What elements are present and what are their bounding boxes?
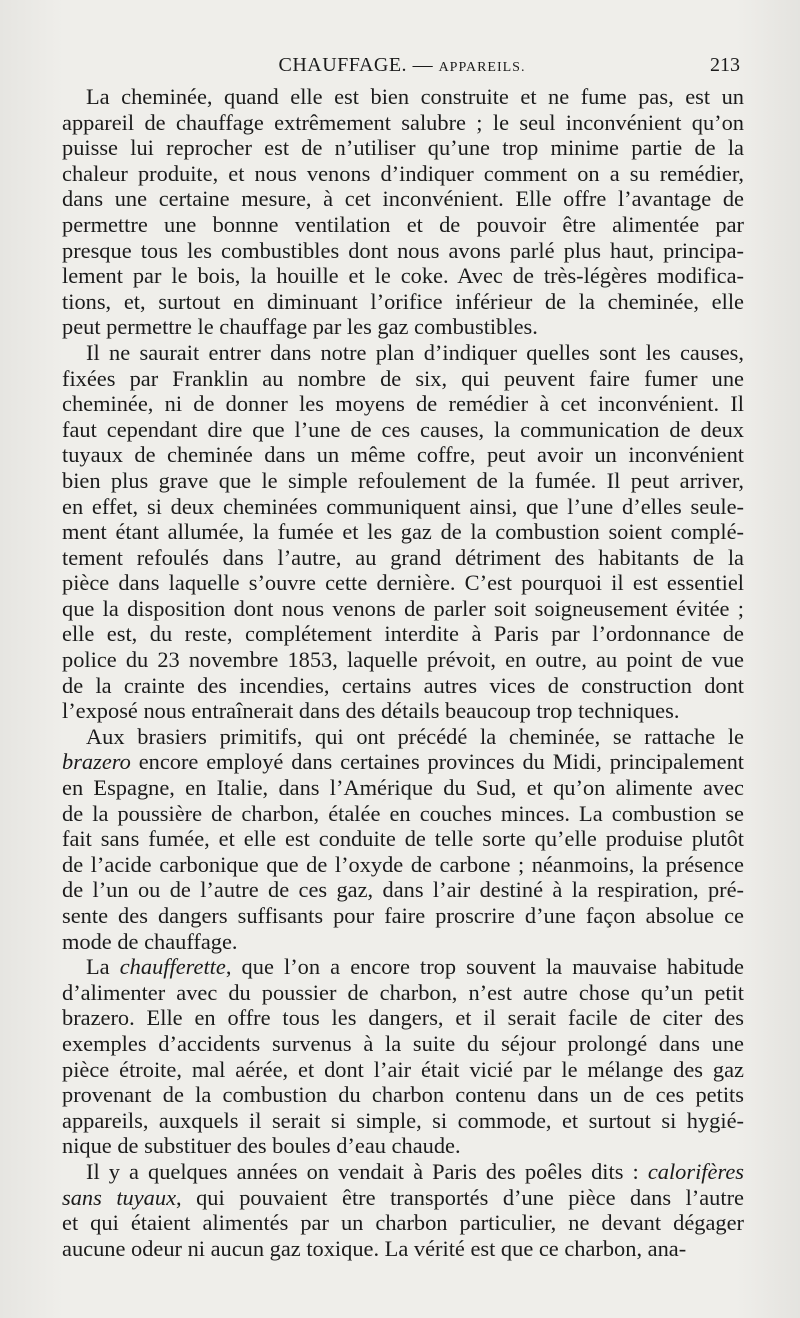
italic-term: calorifères [647,1158,744,1184]
text-segment: brazero. Elle en offre tous les dangers, et il serait facile de citer des [62,1005,744,1031]
text-segment: peut permettre le chauffage par les gaz combustibles. [62,314,538,340]
text-line [62,826,744,852]
text-segment: puisse lui reprocher est de n’utiliser qu’une trop minime partie de la [62,135,744,161]
text-segment: ment étant allumée, la fumée et les gaz de la combustion soient complé- [62,519,744,545]
text-line [62,1005,744,1031]
text-segment: de l’un ou de l’autre de ces gaz, dans l’air destiné à la respiration, pré- [62,877,744,903]
italic-term: chaufferette [119,954,226,980]
text-line [62,852,744,878]
text-segment: faut cependant dire que l’une de ces causes, la communication de deux [62,416,744,442]
text-segment: tions, et, surtout en diminuant l’orifice inférieur de la cheminée, elle [62,288,744,314]
text-segment: provenant de la combustion du charbon contenu dans un de ces petits [62,1082,744,1108]
text-line [62,903,744,929]
text-line [62,1185,744,1211]
text-line [62,391,744,417]
text-segment: police du 23 novembre 1853, laquelle prévoit, en outre, au point de vue [62,647,744,673]
running-title [62,50,742,83]
text-segment: aucune odeur ni aucun gaz toxique. La vérité est que ce charbon, ana- [62,1235,687,1261]
text-line [62,366,744,392]
text-segment: tement refoulés dans l’autre, au grand détriment des habitants de la [62,544,744,570]
text-line [62,468,744,494]
text-line [62,775,744,801]
text-segment: fixées par Franklin au nombre de six, qui peuvent faire fumer une [62,365,744,391]
text-segment: cheminée, ni de donner les moyens de remédier à cet inconvénient. Il [62,391,744,417]
running-title-main: CHAUFFAGE. [278,54,408,76]
text-segment: elle est, du reste, complétement interdite à Paris par l’ordonnance de [62,621,744,647]
text-line [62,954,744,980]
italic-term: brazero [62,749,131,775]
text-segment: Il ne saurait entrer dans notre plan d’indiquer quelles sont les causes, [86,339,744,365]
text-line [62,877,744,903]
body-text [62,84,744,1261]
text-line [62,263,744,289]
text-segment: d’alimenter avec du poussier de charbon, n’est autre chose qu’un petit [62,979,744,1005]
text-line [62,801,744,827]
text-line [62,238,744,264]
text-line [62,1133,744,1159]
text-segment: de l’acide carbonique que de l’oxyde de carbone ; néanmoins, la présence [62,851,744,877]
text-line [62,621,744,647]
text-segment: que la disposition dont nous venons de parler soit soigneusement évitée ; [62,595,744,621]
text-segment: Il y a quelques années on vendait à Paris des poêles dits : [86,1158,648,1184]
paragraph [62,1159,744,1261]
text-line [62,647,744,673]
text-line [62,314,744,340]
running-title-dash: — [407,54,439,76]
text-segment: pièce dans laquelle s’ouvre cette dernière. C’est pourquoi il est essentiel [62,570,744,596]
text-segment: , qui pouvaient être transportés d’une pièce dans l’autre [176,1184,744,1210]
text-segment: tuyaux de cheminée dans un même coffre, peut avoir un inconvénient [62,442,744,468]
text-line [62,749,744,775]
text-line [62,519,744,545]
text-segment: sente des dangers suffisants pour faire proscrire d’une façon absolue ce [62,903,744,928]
text-segment: dans une certaine mesure, à cet inconvénient. Elle offre l’avantage de [62,186,744,212]
text-segment: exemples d’accidents survenus à la suite du séjour prolongé dans une [62,1030,744,1056]
text-segment: appareils, auxquels il serait si simple, si commode, et surtout si hygié- [62,1107,744,1133]
text-segment: de la crainte des incendies, certains autres vices de construction dont [62,672,744,698]
text-line [62,212,744,238]
paragraph [62,954,744,1159]
text-segment: La cheminée, quand elle est bien construite et ne fume pas, est un [86,84,744,109]
text-segment: de la poussière de charbon, étalée en couches minces. La combustion se [62,800,744,826]
paragraph [62,340,744,724]
paragraph [62,84,744,340]
text-segment: appareil de chauffage extrêmement salubre ; le seul inconvénient qu’on [62,109,744,135]
text-line [62,494,744,520]
paragraph [62,724,744,954]
text-line [62,596,744,622]
text-segment: pièce étroite, mal aérée, et dont l’air était vicié par le mélange des gaz [62,1056,744,1082]
text-line [62,545,744,571]
text-line [62,417,744,443]
running-title-sub: APPAREILS. [438,60,526,75]
text-line [62,1082,744,1108]
text-line [62,673,744,699]
text-segment: La [86,954,120,980]
text-line [62,186,744,212]
text-segment: permettre une bonnne ventilation et de pouvoir être alimentée par [62,211,744,237]
text-line [62,161,744,187]
text-line [62,135,744,161]
text-line [62,698,744,724]
text-segment: Aux brasiers primitifs, qui ont précédé la cheminée, se rattache le [86,723,744,749]
text-line [62,442,744,468]
text-segment: l’exposé nous entraînerait dans des détails beaucoup trop techniques. [62,698,680,724]
text-line [62,1031,744,1057]
text-line [62,110,744,136]
text-segment: bien plus grave que le simple refoulement de la fumée. Il peut arriver, [62,467,744,493]
page-number: 213 [710,54,740,76]
text-segment: en Espagne, en Italie, dans l’Amérique du Sud, et qu’on alimente avec [62,775,744,801]
text-segment: , que l’on a encore trop souvent la mauvaise habitude [225,954,744,980]
text-segment: en effet, si deux cheminées communiquent ainsi, que l’une d’elles seule- [62,493,744,519]
text-line [62,929,744,955]
text-line [62,724,744,750]
text-segment: presque tous les combustibles dont nous avons parlé plus haut, principa- [62,237,744,263]
text-line [62,1210,744,1236]
text-segment: lement par le bois, la houille et le coke. Avec de très-légères modifica- [62,263,744,289]
text-line [62,84,744,110]
text-line [62,289,744,315]
text-line [62,570,744,596]
text-line [62,1159,744,1185]
text-line [62,1057,744,1083]
text-line [62,340,744,366]
text-segment: et qui étaient alimentés par un charbon particulier, ne devant dégager [62,1210,744,1236]
text-line [62,980,744,1006]
text-line [62,1236,744,1262]
italic-term: sans tuyaux [62,1184,177,1210]
text-segment: nique de substituer des boules d’eau chaude. [62,1133,461,1159]
running-head [62,50,742,80]
text-segment: mode de chauffage. [62,928,238,954]
text-segment: chaleur produite, et nous venons d’indiquer comment on a su remédier, [62,160,744,186]
text-segment: fait sans fumée, et elle est conduite de telle sorte qu’elle produise plutôt [62,826,744,852]
text-line [62,1108,744,1134]
text-segment: encore employé dans certaines provinces du Midi, principalement [130,749,744,775]
